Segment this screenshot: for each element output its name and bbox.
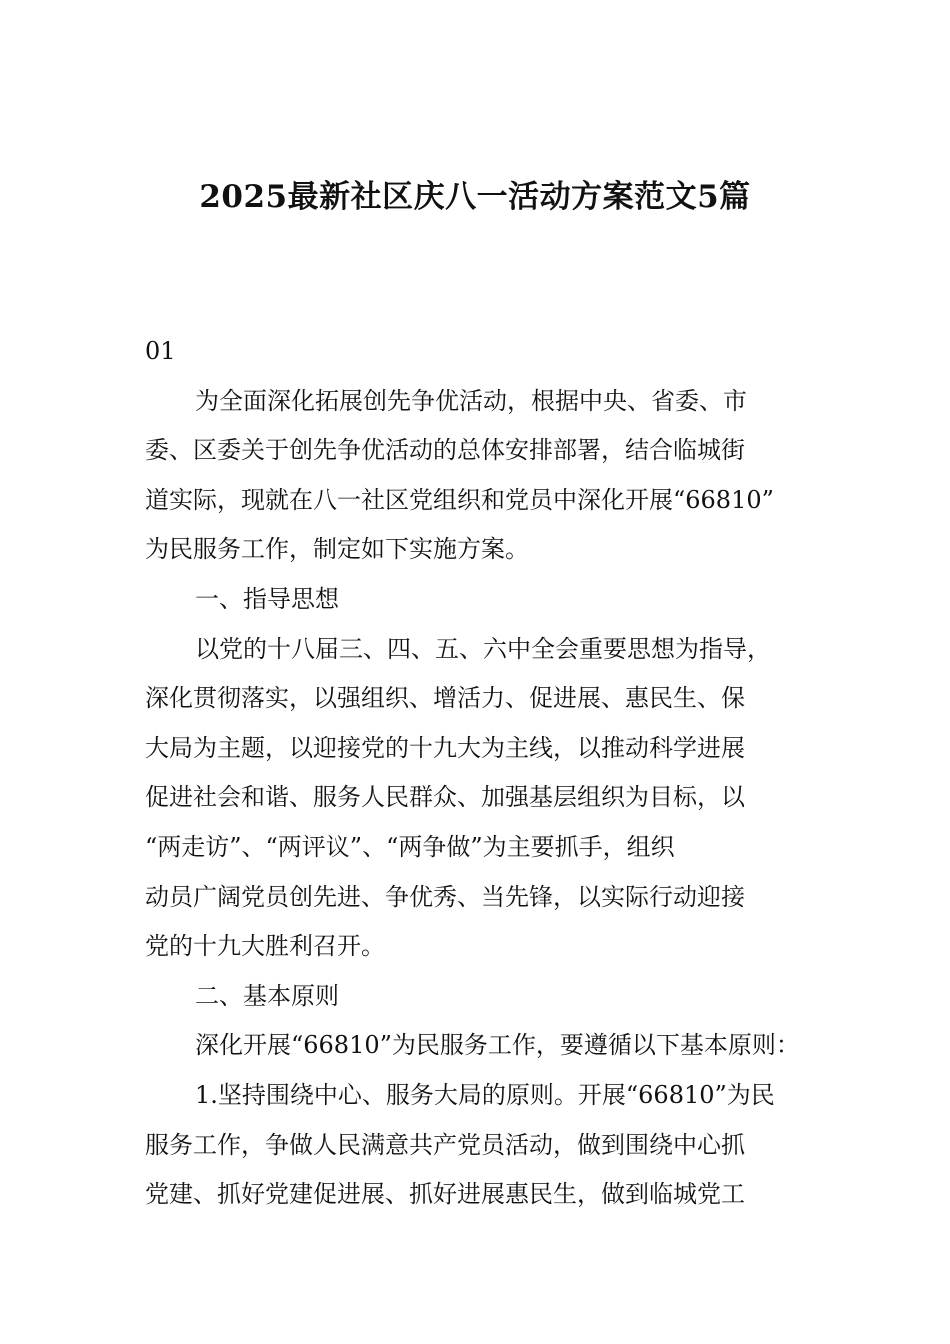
text-line: 1.坚持围绕中心、服务大局的原则。开展“66810”为民	[195, 1080, 775, 1109]
text-line: 一、指导思想	[195, 584, 339, 613]
text-line: 深化开展“66810”为民服务工作，要遵循以下基本原则：	[195, 1031, 800, 1060]
text-line: 为民服务工作，制定如下实施方案。	[145, 535, 529, 564]
text-line: 道实际，现就在八一社区党组织和党员中深化开展“66810”	[145, 485, 774, 514]
text-line: 党建、抓好党建促进展、抓好进展惠民生，做到临城党工	[145, 1180, 745, 1209]
document-body	[145, 327, 815, 1220]
text-line: “两走访”、“两评议”、“两争做”为主要抓手，组织	[145, 832, 675, 861]
text-line: 大局为主题，以迎接党的十九大为主线，以推动科学进展	[145, 733, 745, 762]
text-line: 促进社会和谐、服务人民群众、加强基层组织为目标，以	[145, 783, 745, 812]
text-line: 二、基本原则	[195, 981, 339, 1010]
text-line: 动员广阔党员创先进、争优秀、当先锋，以实际行动迎接	[145, 882, 745, 911]
text-line: 为全面深化拓展创先争优活动，根据中央、省委、市	[195, 386, 747, 415]
text-line: 党的十九大胜利召开。	[145, 932, 385, 961]
text-line: 深化贯彻落实，以强组织、增活力、促进展、惠民生、保	[145, 684, 745, 713]
text-line: 服务工作，争做人民满意共产党员活动，做到围绕中心抓	[145, 1130, 745, 1159]
text-line: 01	[145, 337, 176, 365]
document-title: 2025最新社区庆八一活动方案范文5篇	[199, 179, 751, 215]
text-line: 委、区委关于创先争优活动的总体安排部署，结合临城街	[145, 436, 745, 465]
text-line: 以党的十八届三、四、五、六中全会重要思想为指导，	[195, 634, 771, 663]
